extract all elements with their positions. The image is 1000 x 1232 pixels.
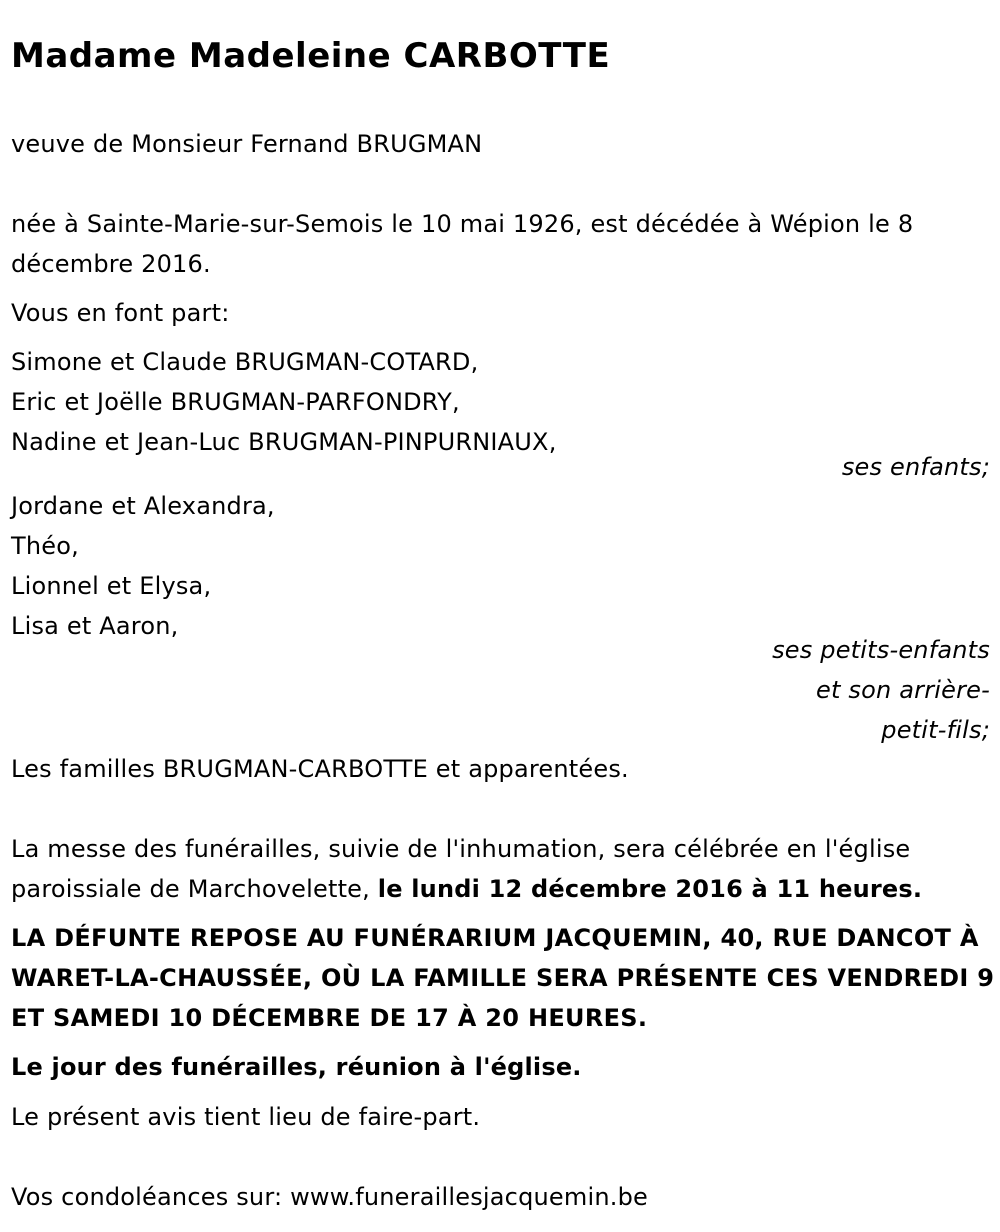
child-entry: Nadine et Jean-Luc BRUGMAN-PINPURNIAUX, (11, 428, 557, 456)
child-entry: Eric et Joëlle BRUGMAN-PARFONDRY, (11, 388, 460, 416)
birth-death-line-1: née à Sainte-Marie-sur-Semois le 10 mai 1926, est décédée à Wépion le 8 (11, 210, 914, 238)
child-entry: Simone et Claude BRUGMAN-COTARD, (11, 348, 479, 376)
meeting-line: Le jour des funérailles, réunion à l'église. (11, 1053, 582, 1081)
grandchild-entry: Lisa et Aaron, (11, 612, 179, 640)
families-line: Les familles BRUGMAN-CARBOTTE et apparentées. (11, 755, 629, 783)
grandchild-entry: Jordane et Alexandra, (11, 492, 275, 520)
grandchildren-label-line: petit-fils; (881, 716, 990, 744)
grandchild-entry: Lionnel et Elysa, (11, 572, 212, 600)
repose-line: LA DÉFUNTE REPOSE AU FUNÉRARIUM JACQUEMIN, 40, RUE DANCOT À (11, 924, 979, 952)
mass-date-text: le lundi 12 décembre 2016 à 11 heures. (377, 875, 923, 903)
grandchildren-label-line: et son arrière- (816, 676, 990, 704)
children-label: ses enfants; (841, 453, 990, 481)
intro-line: Vous en font part: (11, 299, 230, 327)
mass-location-text: paroissiale de Marchovelette, (11, 875, 378, 903)
mass-line-2 (11, 869, 922, 909)
birth-death-line-2: décembre 2016. (11, 250, 211, 278)
grandchildren-label-line: ses petits-enfants (772, 636, 990, 664)
condolences-line: Vos condoléances sur: www.funeraillesjacquemin.be (11, 1183, 648, 1211)
grandchild-entry: Théo, (11, 532, 79, 560)
repose-line: WARET-LA-CHAUSSÉE, OÙ LA FAMILLE SERA PRÉSENTE CES VENDREDI 9 (11, 964, 995, 992)
widow-of-line: veuve de Monsieur Fernand BRUGMAN (11, 130, 483, 158)
repose-line: ET SAMEDI 10 DÉCEMBRE DE 17 À 20 HEURES. (11, 1004, 648, 1032)
notice-statement: Le présent avis tient lieu de faire-part. (11, 1103, 481, 1131)
mass-line-1: La messe des funérailles, suivie de l'inhumation, sera célébrée en l'église (11, 835, 911, 863)
notice-title: Madame Madeleine CARBOTTE (11, 36, 611, 76)
